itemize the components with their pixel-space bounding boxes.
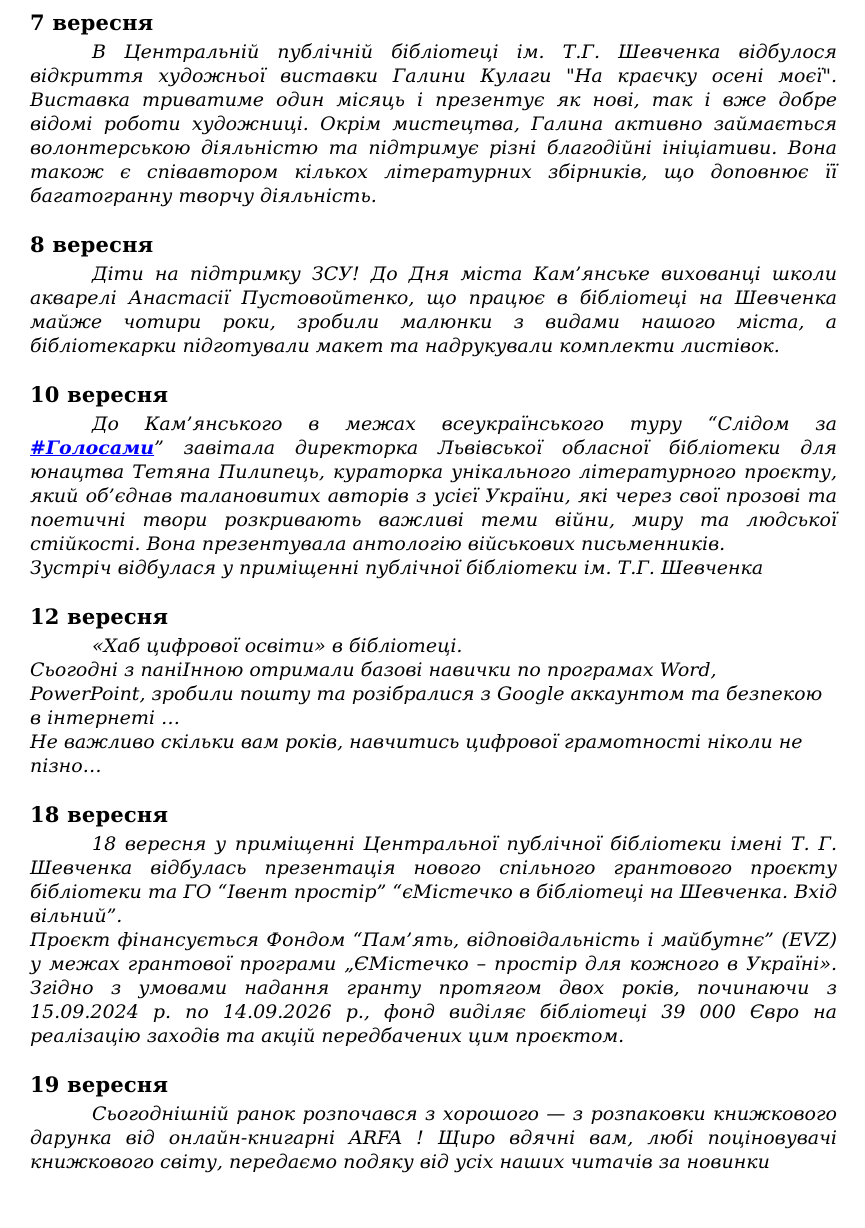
entry-paragraph: Діти на підтримку ЗСУ! До Дня міста Кам’янське вихованці школи акварелі Анастасії Пустовойтенко, що працює в бібліотеці на Шевченка майже чотири роки, зробили малюнки з видами нашого міста, а бібліотекарки підготували макет та надрукували комплекти листівок.	[30, 263, 837, 357]
entry-paragraph: В Центральній публічній бібліотеці ім. Т.Г. Шевченка відбулося відкриття художньої виставки Галини Кулаги "На краєчку осені моєї". Виставка триватиме один місяць і презентує як нові, так і вже добре відомі роботи художниці. Окрім мистецтва, Галина активно займається волонтерською діяльністю та підтримує різні благодійні ініціативи. Вона також є співавтором кількох літературних збірників, що доповнює її багатогранну творчу діяльність.	[30, 41, 837, 207]
entry-september-18	[30, 802, 837, 1048]
entry-september-10	[30, 382, 837, 580]
paragraph-text-before-link: До Кам’янського в межах всеукраїнського туру “Слідом за	[92, 413, 837, 435]
entry-paragraph: 18 вересня у приміщенні Центральної публічної бібліотеки імені Т. Г. Шевченка відбулась презентація нового спільного грантового проєкту бібліотеки та ГО “Івент простір” “єМістечко в бібліотеці на Шевченка. Вхід вільний”.	[30, 833, 837, 927]
entry-september-19	[30, 1072, 837, 1174]
paragraph-text-after-link: ” завітала директорка Львівської обласної бібліотеки для юнацтва Тетяна Пилипець, кураторка унікального літературного проєкту, який об’єднав талановитих авторів з усієї України, які через свої прозові та поетичні твори розкривають важливі теми війни, миру та людської стійкості. Вона презентувала антологію військових письменників.	[30, 437, 837, 555]
entry-date-heading: 19 вересня	[30, 1072, 169, 1097]
entry-paragraph: Не важливо скільки вам років, навчитись цифрової грамотності ніколи не пізно…	[30, 731, 803, 777]
entry-date-heading: 10 вересня	[30, 382, 169, 407]
entry-paragraph: Сьогодні з паніІнною отримали базові навички по програмах Word, PowerPoint, зробили пошту та розібралися з Google аккаунтом та безпекою в інтернеті …	[30, 659, 823, 729]
entry-paragraph	[30, 412, 837, 556]
entry-date-heading: 7 вересня	[30, 10, 154, 35]
entry-paragraph: Проєкт фінансується Фондом “Пам’ять, відповідальність і майбутнє” (EVZ) у межах грантової програми „ЄМістечко – простір для кожного в Україні». Згідно з умовами надання гранту протягом двох років, починаючи з 15.09.2024 р. по 14.09.2026 р., фонд виділяє бібліотеці 39 000 Євро на реалізацію заходів та акцій передбачених цим проєктом.	[30, 929, 837, 1047]
entry-paragraph: «Хаб цифрової освіти» в бібліотеці.	[92, 635, 463, 657]
entry-september-8	[30, 232, 837, 358]
entry-date-heading: 12 вересня	[30, 604, 169, 629]
entry-date-heading: 8 вересня	[30, 232, 154, 257]
entry-september-12	[30, 604, 837, 778]
entry-paragraph: Сьогоднішній ранок розпочався з хорошого — з розпаковки книжкового дарунка від онлайн-книгарні ARFA ! Щиро вдячні вам, любі поціновувачі книжкового світу, передаємо подяку від усіх наших читачів за новинки	[30, 1103, 837, 1173]
entry-september-7	[30, 10, 837, 208]
golosamy-hashtag-link[interactable]: #Голосами	[30, 437, 155, 459]
entry-paragraph: Зустріч відбулася у приміщенні публічної бібліотеки ім. Т.Г. Шевченка	[30, 557, 764, 579]
entry-date-heading: 18 вересня	[30, 802, 169, 827]
